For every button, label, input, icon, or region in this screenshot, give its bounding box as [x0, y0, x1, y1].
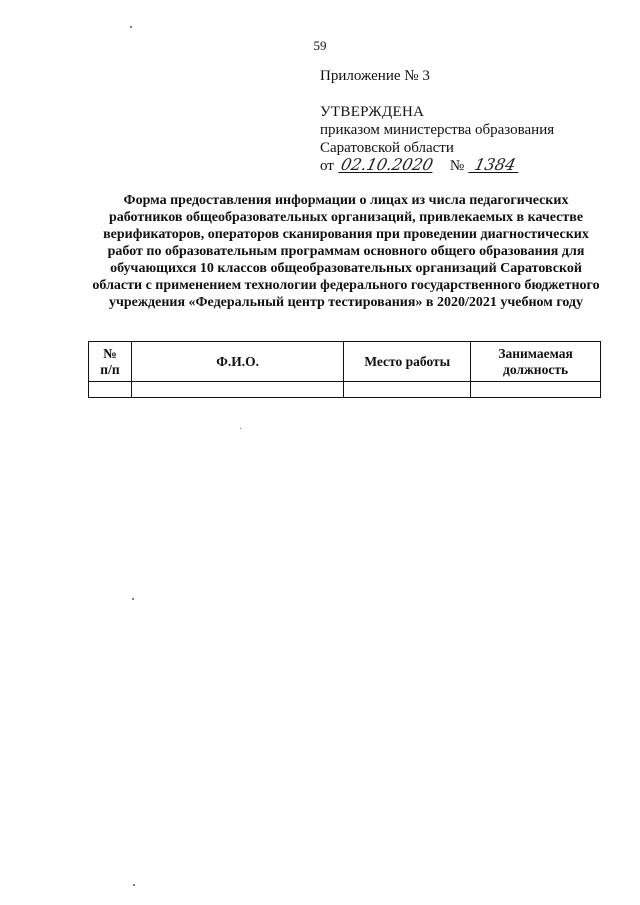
- header-workplace-label: Место работы: [364, 353, 451, 369]
- header-cell-workplace: [344, 342, 471, 382]
- header-fio-label: Ф.И.О.: [216, 353, 260, 369]
- table-cell: [131, 382, 343, 398]
- appendix-label: Приложение № 3: [320, 68, 430, 84]
- page-number: 59: [313, 38, 327, 53]
- approval-order-line1: приказом министерства образования: [320, 122, 555, 138]
- table-cell: [344, 382, 471, 398]
- header-position-line1: Занимаемая: [498, 345, 573, 361]
- form-title: Форма предоставления информации о лицах из числа педагогических работников общеобразовательных организаций, привлекаемых в качестве верификаторов, операторов сканирования при проведении диагностических работ по образовательным программам основного общего образования для обучающихся 10 классов общеобразовательных организаций Саратовской области с применением технологии федерального государственного бюджетного учреждения «Федеральный центр тестирования» в 2020/2021 учебном году: [92, 193, 600, 310]
- header-cell-number: [89, 342, 132, 382]
- table-row: [89, 382, 601, 398]
- approved-heading: УТВЕРЖДЕНА: [320, 104, 425, 120]
- from-label: от: [320, 158, 334, 174]
- scan-speck: [130, 26, 132, 28]
- table-cell: [471, 382, 601, 398]
- header-number-line2: п/п: [100, 361, 120, 377]
- header-cell-fio: [131, 342, 343, 382]
- scan-speck: [133, 884, 135, 886]
- info-table: [88, 341, 601, 398]
- number-label: №: [449, 158, 465, 174]
- header-cell-position: [471, 342, 601, 382]
- scan-speck: [240, 428, 241, 429]
- table-header-row: [89, 342, 601, 382]
- order-date-handwritten: 02.10.2020: [339, 155, 435, 174]
- order-date-number-line: [320, 157, 554, 175]
- scan-speck: [132, 598, 134, 600]
- table-cell: [89, 382, 132, 398]
- order-number-handwritten: 1384: [468, 157, 521, 173]
- approval-block: [320, 103, 554, 175]
- header-number-line1: №: [103, 345, 117, 361]
- approval-order-line2: Саратовской области: [320, 140, 454, 156]
- header-position-line2: должность: [503, 361, 569, 377]
